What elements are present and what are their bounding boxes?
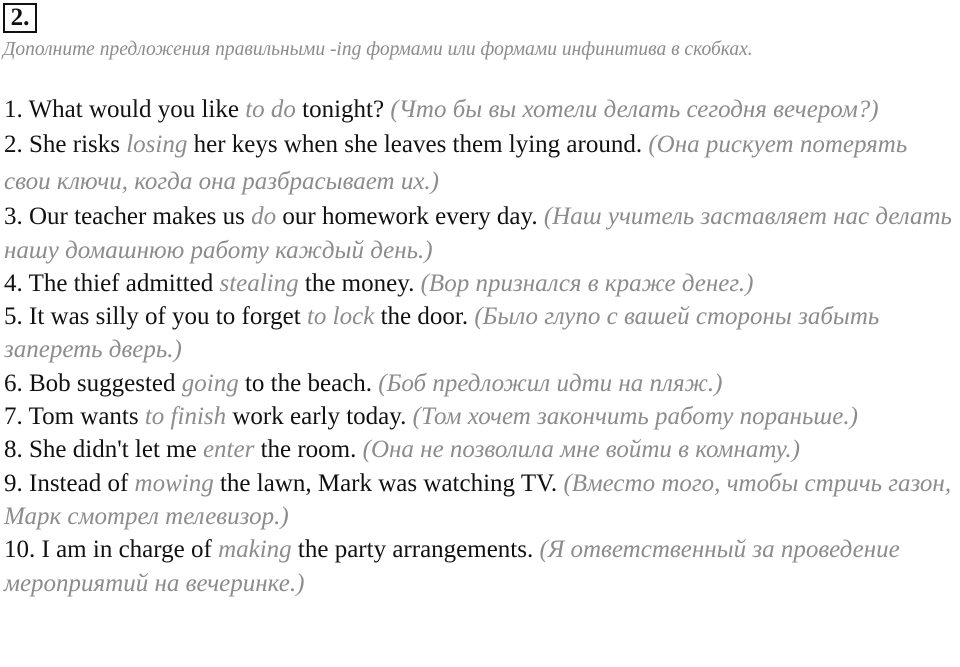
- russian-translation: (Она рискует потерять свои ключи, когда она разбрасывает их.): [4, 131, 908, 196]
- sentence-text-after: work early today.: [232, 403, 407, 431]
- sentence-3: [4, 200, 956, 267]
- russian-translation: (Том хочет закончить работу пораньше.): [412, 403, 858, 431]
- answer-form: do: [251, 203, 277, 231]
- sentence-text-before: Bob suggested: [29, 369, 176, 397]
- answer-form: mowing: [134, 469, 214, 497]
- sentence-text-before: She didn't let me: [29, 436, 197, 464]
- sentence-1: [4, 93, 956, 126]
- russian-translation: (Она не позволила мне войти в комнату.): [362, 436, 800, 464]
- sentence-text-before: Instead of: [29, 469, 129, 497]
- answer-form: making: [218, 536, 292, 564]
- sentence-text-before: I am in charge of: [41, 536, 212, 564]
- task-number-box: 2.: [3, 3, 37, 33]
- russian-translation: (Боб предложил идти на пляж.): [378, 369, 723, 397]
- sentence-number: 6.: [4, 369, 23, 397]
- russian-translation: (Я ответственный за проведение мероприятий на вечеринке.): [4, 536, 900, 597]
- russian-translation: (Было глупо с вашей стороны забыть запереть дверь.): [4, 303, 880, 364]
- sentence-number: 5.: [4, 303, 23, 331]
- answer-form: going: [181, 369, 239, 397]
- sentence-text-after: the party arrangements.: [297, 536, 534, 564]
- sentence-list: [4, 93, 956, 600]
- answer-form: to lock: [306, 303, 375, 331]
- sentence-number: 2.: [4, 131, 23, 159]
- answer-form: stealing: [219, 269, 299, 297]
- answer-form: to do: [245, 96, 296, 123]
- sentence-text-before: She risks: [29, 131, 120, 159]
- sentence-number: 7.: [4, 403, 23, 431]
- answer-form: to finish: [144, 403, 227, 431]
- sentence-8: [4, 433, 956, 466]
- sentence-text-before: The thief admitted: [28, 269, 214, 297]
- sentence-number: 3.: [4, 203, 23, 231]
- sentence-4: [4, 267, 956, 300]
- russian-translation: (Вместо того, чтобы стричь газон, Марк смотрел телевизор.): [4, 469, 952, 530]
- russian-translation: (Что бы вы хотели делать сегодня вечером?): [390, 96, 879, 123]
- russian-translation: (Наш учитель заставляет нас делать нашу домашнюю работу каждый день.): [4, 203, 952, 264]
- sentence-number: 10.: [4, 536, 36, 564]
- sentence-text-after: the room.: [260, 436, 357, 464]
- sentence-text-after: the lawn, Mark was watching TV.: [219, 469, 558, 497]
- sentence-text-before: Tom wants: [28, 403, 139, 431]
- sentence-text-before: What would you like: [28, 96, 239, 123]
- sentence-9: [4, 467, 956, 534]
- answer-form: losing: [126, 131, 188, 159]
- sentence-text-after: her keys when she leaves them lying around.: [193, 131, 643, 159]
- sentence-text-before: It was silly of you to forget: [29, 303, 301, 331]
- sentence-text-after: tonight?: [302, 96, 385, 123]
- sentence-number: 9.: [4, 469, 23, 497]
- answer-form: enter: [202, 436, 255, 464]
- sentence-text-before: Our teacher makes us: [29, 203, 245, 231]
- sentence-number: 4.: [4, 269, 23, 297]
- sentence-number: 8.: [4, 436, 23, 464]
- sentence-2: [4, 126, 956, 200]
- sentence-text-after: the door.: [380, 303, 469, 331]
- sentence-text-after: to the beach.: [244, 369, 373, 397]
- sentence-5: [4, 300, 956, 367]
- sentence-text-after: our homework every day.: [282, 203, 538, 231]
- sentence-7: [4, 400, 956, 433]
- russian-translation: (Вор признался в краже денег.): [420, 269, 754, 297]
- sentence-number: 1.: [4, 96, 23, 123]
- sentence-10: [4, 533, 956, 600]
- task-instruction: Дополните предложения правильными -ing формами или формами инфинитива в скобках.: [3, 39, 753, 60]
- sentence-text-after: the money.: [304, 269, 415, 297]
- sentence-6: [4, 367, 956, 400]
